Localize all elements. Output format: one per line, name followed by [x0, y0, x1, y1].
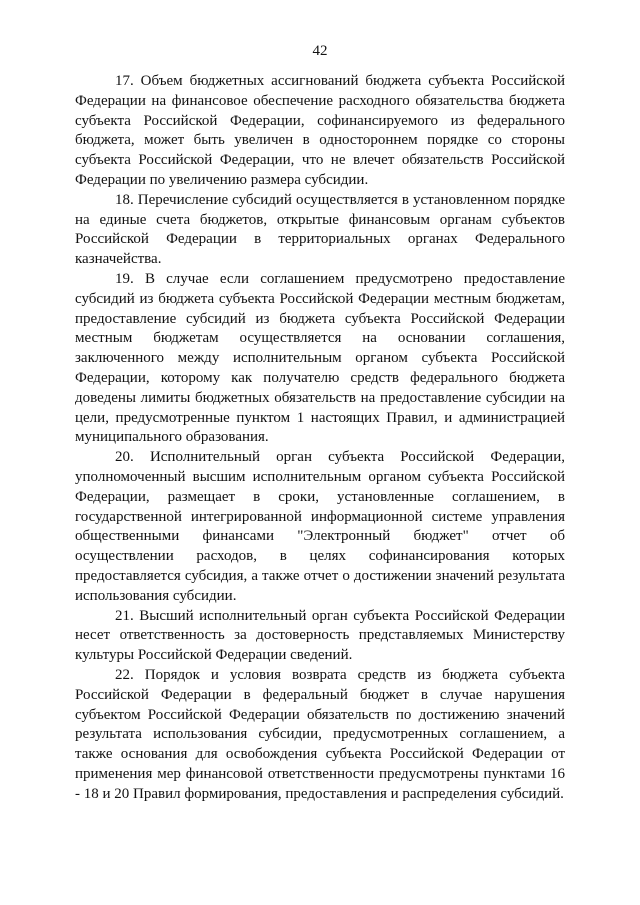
paragraph-22: 22. Порядок и условия возврата средств из бюджета субъекта Российской Федерации в федеральный бюджет в случае нарушения субъектом Российской Федерации обязательств по достижению значений результата использования субсидии, предусмотренных соглашением, а также основания для освобождения субъекта Российской Федерации от применения мер финансовой ответственности предусмотрены пунктами 16 - 18 и 20 Правил формирования, предоставления и распределения субсидий.: [75, 666, 565, 802]
paragraph-18: 18. Перечисление субсидий осуществляется в установленном порядке на единые счета бюджетов, открытые финансовым органам субъектов Российской Федерации в территориальных органах Федерального казначейства.: [75, 191, 565, 268]
paragraph-21: 21. Высший исполнительный орган субъекта Российской Федерации несет ответственность за достоверность представляемых Министерству культуры Российской Федерации сведений.: [75, 607, 565, 664]
paragraph-19: 19. В случае если соглашением предусмотрено предоставление субсидий из бюджета субъекта Российской Федерации местным бюджетам, предоставление субсидий из бюджета субъекта Российской Федерации местным бюджетам осуществляется на основании соглашения, заключенного между исполнительным органом субъекта Российской Федерации, которому как получателю средств федерального бюджета доведены лимиты бюджетных обязательств на предоставление субсидии на цели, предусмотренные пунктом 1 настоящих Правил, и администрацией муниципального образования.: [75, 270, 565, 446]
page-number: 42: [312, 43, 328, 59]
document-body: [75, 72, 565, 804]
paragraph-17: 17. Объем бюджетных ассигнований бюджета субъекта Российской Федерации на финансовое обеспечение расходного обязательства бюджета субъекта Российской Федерации, софинансируемого из федерального бюджета, может быть увеличен в одностороннем порядке со стороны субъекта Российской Федерации, что не влечет обязательств Российской Федерации по увеличению размера субсидии.: [75, 73, 565, 188]
paragraph-20: 20. Исполнительный орган субъекта Российской Федерации, уполномоченный высшим исполнительным органом субъекта Российской Федерации, размещает в сроки, установленные соглашением, в государственной интегрированной информационной системе управления общественными финансами "Электронный бюджет" отчет об осуществлении расходов, в целях софинансирования которых предоставляется субсидия, а также отчет о достижении значений результата использования субсидии.: [75, 449, 565, 604]
